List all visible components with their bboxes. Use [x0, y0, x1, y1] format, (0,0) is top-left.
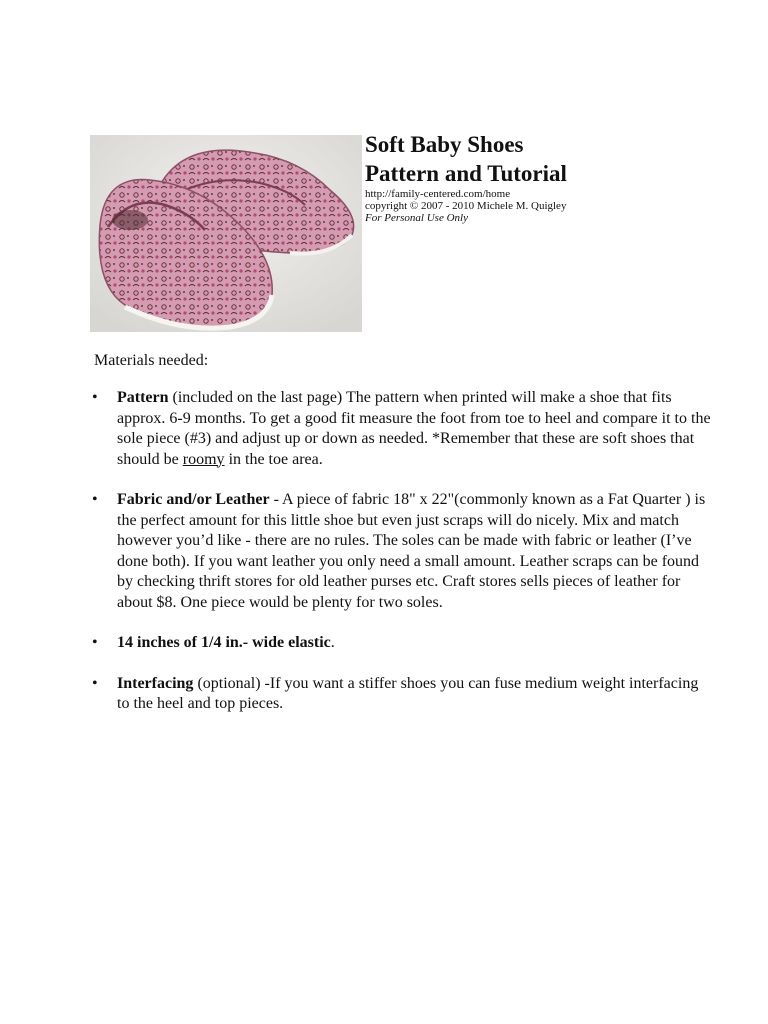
- title-line-2: Pattern and Tutorial: [365, 161, 567, 186]
- bullet-icon: •: [92, 674, 98, 692]
- item-text: - A piece of fabric 18" x 22"(commonly known as a Fat Quarter ) is the perfect amount for this little shoe but even just scraps will do nicely. Mix and match however you’d like - there are no rules. The soles can be made with fabric or leather (I’ve done both). If you want leather you only need a small amount. Leather scraps can be found by checking thrift stores for old leather purses etc. Craft stores sells pieces of leather for about $8. One piece would be plenty for two soles.: [117, 491, 706, 611]
- list-item-elastic: [92, 633, 712, 654]
- document-header: [365, 130, 705, 224]
- list-item-interfacing: [92, 674, 712, 715]
- usage-note: For Personal Use Only: [365, 212, 468, 224]
- item-label: Interfacing: [117, 674, 194, 692]
- item-label: Fabric and/or Leather: [117, 491, 270, 508]
- title-line-1: Soft Baby Shoes: [365, 132, 524, 157]
- item-text: (optional) -If you want a stiffer shoes you can fuse medium weight interfacing to the heel and top pieces.: [117, 674, 699, 712]
- baby-shoes-illustration: [90, 135, 362, 332]
- item-underlined: roomy: [182, 450, 225, 468]
- item-label: Pattern: [117, 389, 169, 406]
- item-label: 14 inches of 1/4 in.- wide elastic: [117, 634, 331, 651]
- bullet-icon: •: [92, 491, 98, 508]
- document-title: [365, 130, 705, 188]
- item-text: (included on the last page) The pattern when printed will make a shoe that fits approx. 6-9 months. To get a good fit measure the foot from toe to heel and compare it to the sole piece (#3) and adjust up or down as needed. *Remember that these are soft shoes that should be: [117, 389, 711, 468]
- item-text-end: in the toe area.: [224, 450, 323, 468]
- list-item-fabric: [92, 490, 712, 613]
- copyright-line: copyright © 2007 - 2010 Michele M. Quigley: [365, 200, 567, 212]
- materials-list: [92, 388, 712, 735]
- item-text: .: [330, 634, 335, 651]
- bullet-icon: •: [92, 389, 98, 406]
- bullet-icon: •: [92, 634, 98, 651]
- baby-shoes-photo: [90, 135, 362, 332]
- list-item-pattern: [92, 388, 712, 470]
- materials-heading: Materials needed:: [94, 352, 209, 369]
- source-url: http://family-centered.com/home: [365, 188, 511, 200]
